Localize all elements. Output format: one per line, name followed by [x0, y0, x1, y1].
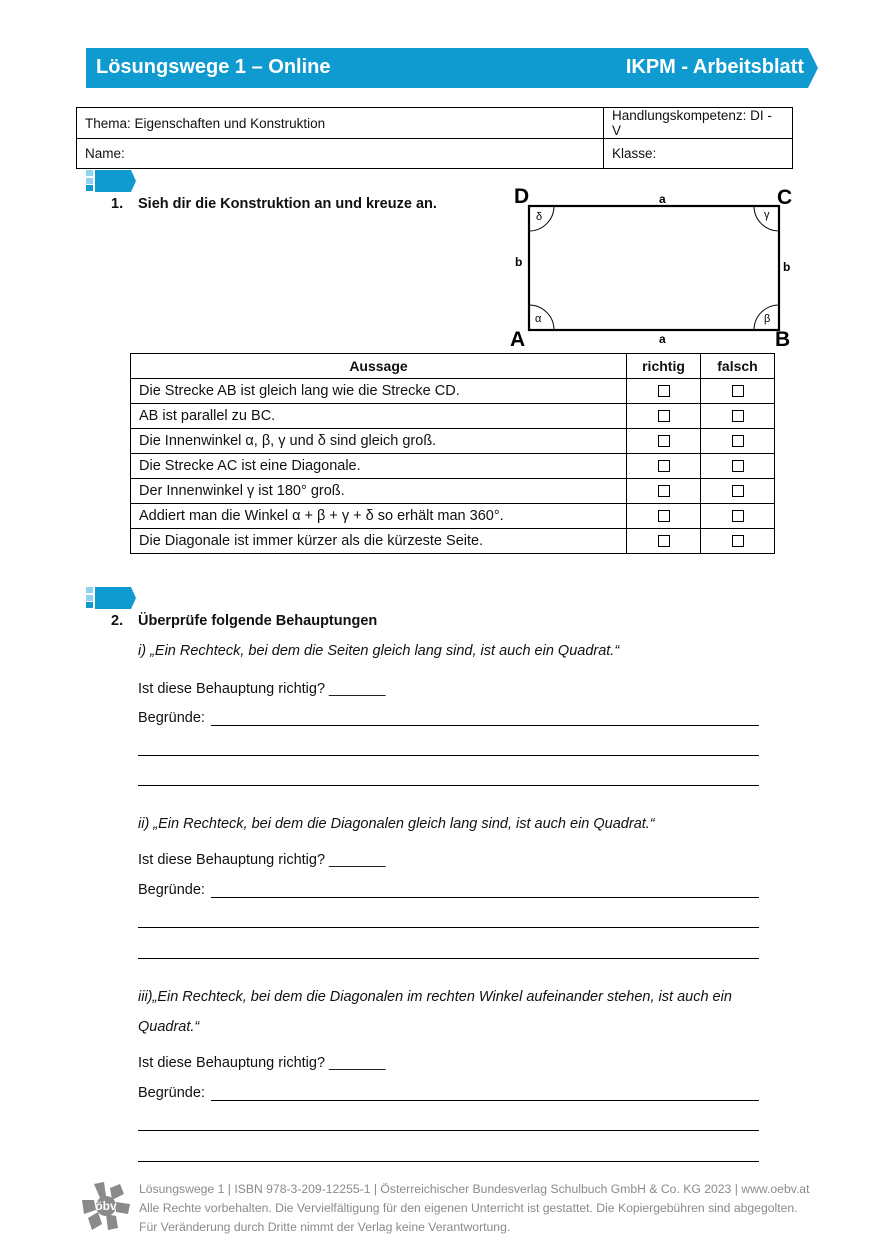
- checkbox-falsch[interactable]: [732, 510, 744, 522]
- task1-heading: [111, 196, 437, 212]
- info-table: [76, 107, 793, 169]
- statement-text: Addiert man die Winkel α + β + γ + δ so erhält man 360°.: [131, 504, 627, 529]
- answer-line[interactable]: [138, 1161, 759, 1162]
- question-2[interactable]: Ist diese Behauptung richtig? _______: [138, 852, 386, 868]
- answer-line[interactable]: [211, 725, 759, 726]
- rectangle-figure: [505, 183, 805, 351]
- header-banner: [86, 48, 818, 88]
- answer-line[interactable]: [138, 927, 759, 928]
- footer-line-2: Alle Rechte vorbehalten. Die Vervielfältigung für den eigenen Unterricht ist gestattet. Die Kopiergebühren sind abgegolten.: [139, 1201, 798, 1215]
- name-field[interactable]: Name:: [77, 139, 604, 169]
- angle-label-gamma: γ: [764, 209, 770, 221]
- checkbox-richtig[interactable]: [658, 460, 670, 472]
- task-marker-icon: [86, 587, 136, 609]
- checkbox-richtig[interactable]: [658, 485, 670, 497]
- table-row: [131, 504, 775, 529]
- competence-cell: Handlungskompetenz: DI - V: [604, 108, 793, 139]
- statement-text: Die Strecke AC ist eine Diagonale.: [131, 454, 627, 479]
- worksheet-title: IKPM - Arbeitsblatt: [625, 56, 804, 78]
- table-row: [131, 404, 775, 429]
- header-wrong: falsch: [701, 354, 775, 379]
- statement-text: Die Diagonale ist immer kürzer als die kürzeste Seite.: [131, 529, 627, 554]
- question-1[interactable]: Ist diese Behauptung richtig? _______: [138, 681, 386, 697]
- header-statement: Aussage: [131, 354, 627, 379]
- statement-text: Die Strecke AB ist gleich lang wie die Strecke CD.: [131, 379, 627, 404]
- reason-label-3: Begründe:: [138, 1085, 205, 1101]
- task-marker-icon: [86, 170, 136, 192]
- task2-heading: [111, 613, 377, 629]
- side-label-top: a: [659, 192, 666, 206]
- checkbox-falsch[interactable]: [732, 410, 744, 422]
- claim-2: ii) „Ein Rechteck, bei dem die Diagonalen gleich lang sind, ist auch ein Quadrat.“: [138, 816, 655, 832]
- checkbox-falsch[interactable]: [732, 485, 744, 497]
- class-field[interactable]: Klasse:: [604, 139, 793, 169]
- checkbox-richtig[interactable]: [658, 510, 670, 522]
- logo-text: öbv: [95, 1199, 117, 1213]
- answer-line[interactable]: [138, 1130, 759, 1131]
- claim-3: iii)„Ein Rechteck, bei dem die Diagonalen im rechten Winkel aufeinander stehen, ist auch ein: [138, 989, 732, 1005]
- angle-label-alpha: α: [535, 313, 542, 325]
- footer-line-3: Für Veränderung durch Dritte nimmt der Verlag keine Verantwortung.: [139, 1220, 511, 1234]
- vertex-label-b: B: [775, 328, 791, 351]
- task2-number: 2.: [111, 613, 124, 629]
- footer-text: [139, 1180, 809, 1237]
- claim-3-cont: Quadrat.“: [138, 1019, 200, 1035]
- checkbox-richtig[interactable]: [658, 535, 670, 547]
- table-row: [131, 529, 775, 554]
- task1-number: 1.: [111, 196, 124, 212]
- answer-line[interactable]: [138, 785, 759, 786]
- answer-line[interactable]: [138, 958, 759, 959]
- table-row: [131, 429, 775, 454]
- angle-arc-a: [529, 305, 554, 330]
- task1-title: Sieh dir die Konstruktion an und kreuze an.: [138, 196, 437, 212]
- table-row: [131, 379, 775, 404]
- checkbox-falsch[interactable]: [732, 535, 744, 547]
- topic-cell: Thema: Eigenschaften und Konstruktion: [77, 108, 604, 139]
- checkbox-falsch[interactable]: [732, 460, 744, 472]
- table-row: [131, 479, 775, 504]
- side-label-bottom: a: [659, 332, 666, 346]
- series-title: Lösungswege 1 – Online: [96, 56, 331, 78]
- claim-1: i) „Ein Rechteck, bei dem die Seiten gleich lang sind, ist auch ein Quadrat.“: [138, 643, 620, 659]
- statement-table: [130, 353, 775, 554]
- vertex-label-a: A: [510, 328, 526, 351]
- statement-text: Die Innenwinkel α, β, γ und δ sind gleich groß.: [131, 429, 627, 454]
- side-label-left: b: [515, 255, 523, 269]
- checkbox-richtig[interactable]: [658, 435, 670, 447]
- vertex-label-c: C: [777, 186, 793, 209]
- vertex-label-d: D: [514, 185, 530, 208]
- footer-line-1: Lösungswege 1 | ISBN 978-3-209-12255-1 | Österreichischer Bundesverlag Schulbuch GmbH & Co. KG 2023 | www.oebv.at: [139, 1182, 810, 1196]
- answer-line[interactable]: [138, 755, 759, 756]
- answer-line[interactable]: [211, 1100, 759, 1101]
- rectangle-abcd: [529, 206, 779, 330]
- checkbox-falsch[interactable]: [732, 435, 744, 447]
- task2-title: Überprüfe folgende Behauptungen: [138, 613, 378, 629]
- statement-text: Der Innenwinkel γ ist 180° groß.: [131, 479, 627, 504]
- reason-label-2: Begründe:: [138, 882, 205, 898]
- checkbox-richtig[interactable]: [658, 385, 670, 397]
- question-3[interactable]: Ist diese Behauptung richtig? _______: [138, 1055, 386, 1071]
- checkbox-falsch[interactable]: [732, 385, 744, 397]
- angle-label-beta: β: [764, 313, 771, 325]
- angle-label-delta: δ: [536, 211, 543, 223]
- side-label-right: b: [783, 260, 791, 274]
- publisher-logo-icon: [80, 1180, 132, 1232]
- answer-line[interactable]: [211, 897, 759, 898]
- statement-text: AB ist parallel zu BC.: [131, 404, 627, 429]
- checkbox-richtig[interactable]: [658, 410, 670, 422]
- header-correct: richtig: [627, 354, 701, 379]
- table-row: [131, 454, 775, 479]
- reason-label-1: Begründe:: [138, 710, 205, 726]
